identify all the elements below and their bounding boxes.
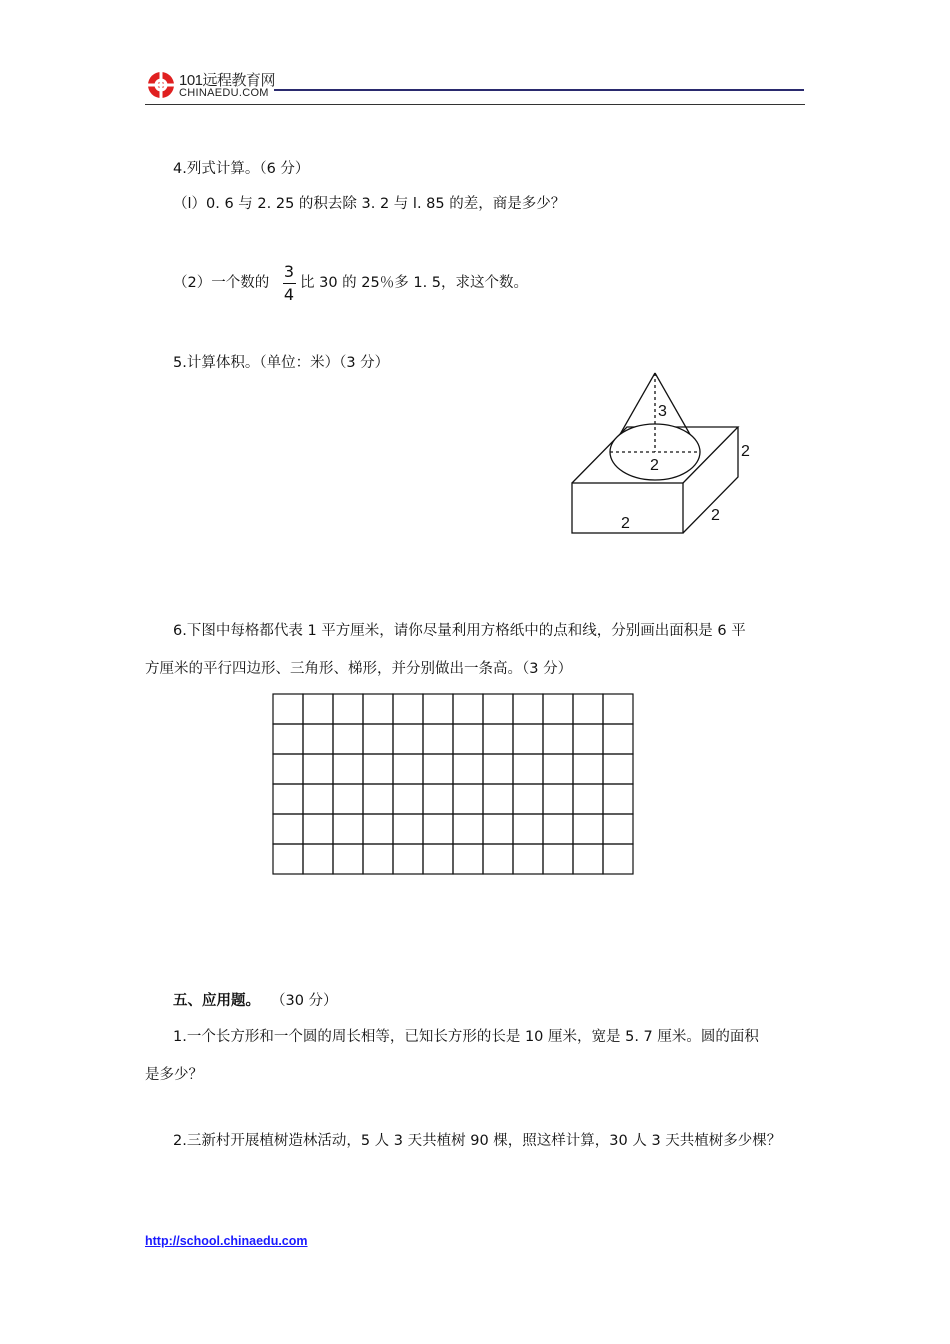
section5-title: 五、应用题。 — [173, 993, 260, 1009]
cone-on-box-figure — [560, 365, 760, 540]
grid-cell — [483, 754, 513, 784]
grid-cell — [513, 754, 543, 784]
s5-q1-line1: 1.一个长方形和一个圆的周长相等，已知长方形的长是 10 厘米，宽是 5. 7 厘米。圆的面积 — [173, 1029, 759, 1045]
grid-cell — [333, 754, 363, 784]
grid-cell — [603, 754, 633, 784]
grid-cell — [453, 694, 483, 724]
grid-cell — [273, 724, 303, 754]
grid-cell — [273, 754, 303, 784]
circle-diameter-label: 2 — [650, 457, 659, 474]
grid-cell — [303, 694, 333, 724]
q6-line2: 方厘米的平行四边形、三角形、梯形，并分别做出一条高。（3 分） — [145, 661, 573, 677]
grid-cell — [573, 844, 603, 874]
grid-cell — [453, 724, 483, 754]
grid-cell — [453, 814, 483, 844]
grid-cell — [303, 814, 333, 844]
grid-cell — [363, 694, 393, 724]
box-height-label: 2 — [741, 443, 750, 460]
header — [0, 0, 950, 110]
grid-cell — [393, 844, 423, 874]
grid-cell — [513, 784, 543, 814]
grid-cell — [483, 694, 513, 724]
grid-cell — [393, 784, 423, 814]
s5-q2: 2.三新村开展植树造林活动，5 人 3 天共植树 90 棵，照这样计算，30 人 3 天共植树多少棵？ — [173, 1133, 782, 1149]
grid-cell — [423, 754, 453, 784]
logo-text-cn: 101远程教育网 — [179, 72, 276, 89]
grid-cell — [573, 754, 603, 784]
grid-cell — [453, 784, 483, 814]
grid-cell — [273, 784, 303, 814]
grid-cell — [333, 844, 363, 874]
q4-fraction-denominator: 4 — [283, 285, 295, 304]
grid-cell — [603, 694, 633, 724]
grid-cell — [303, 844, 333, 874]
grid-cell — [453, 844, 483, 874]
grid-cell — [363, 754, 393, 784]
grid-cell — [333, 724, 363, 754]
grid-cell — [543, 724, 573, 754]
q4-fraction-numerator: 3 — [283, 262, 295, 281]
grid-cell — [303, 784, 333, 814]
grid-cell — [273, 844, 303, 874]
grid-cell — [543, 814, 573, 844]
grid-cell — [483, 784, 513, 814]
q5-title: 5.计算体积。（单位：米）（3 分） — [173, 355, 390, 371]
grid-cell — [423, 814, 453, 844]
box-width-label: 2 — [621, 515, 630, 532]
grid-cell — [273, 694, 303, 724]
header-rule-accent — [274, 89, 804, 91]
cone-height-label: 3 — [658, 403, 667, 420]
grid-cell — [363, 724, 393, 754]
grid-cell — [573, 814, 603, 844]
q4-part1: （l）0. 6 与 2. 25 的积去除 3. 2 与 l. 85 的差，商是多少？ — [173, 196, 566, 212]
header-rule — [145, 104, 805, 105]
grid-cell — [333, 784, 363, 814]
grid-cell — [573, 724, 603, 754]
grid-cell — [603, 784, 633, 814]
q6-line1: 6.下图中每格都代表 1 平方厘米，请你尽量利用方格纸中的点和线，分别画出面积是 6 平 — [173, 623, 746, 639]
grid-cell — [483, 844, 513, 874]
grid-cell — [423, 844, 453, 874]
logo-text-en: CHINAEDU.COM — [179, 87, 269, 99]
q4-fraction-bar — [283, 283, 296, 284]
grid-cell — [393, 754, 423, 784]
grid-cell — [273, 814, 303, 844]
grid-cell — [543, 694, 573, 724]
grid-cell — [483, 724, 513, 754]
chinaedu-logo-icon — [146, 70, 176, 100]
grid-cell — [483, 814, 513, 844]
grid-cell — [543, 784, 573, 814]
grid-cell — [573, 784, 603, 814]
grid-cell — [603, 844, 633, 874]
section5-score: （30 分） — [271, 993, 338, 1009]
grid-cell — [303, 724, 333, 754]
grid-cell — [423, 784, 453, 814]
grid-cell — [573, 694, 603, 724]
grid-cell — [363, 784, 393, 814]
grid-cell — [303, 754, 333, 784]
grid-cell — [513, 844, 543, 874]
grid-cell — [393, 814, 423, 844]
grid-cell — [513, 694, 543, 724]
grid-cell — [513, 814, 543, 844]
q4-title: 4.列式计算。（6 分） — [173, 161, 310, 177]
grid-cell — [543, 844, 573, 874]
grid-cell — [333, 814, 363, 844]
box-depth-label: 2 — [711, 507, 720, 524]
grid-cell — [363, 814, 393, 844]
q4-part2-prefix: （2）一个数的 — [173, 275, 270, 291]
grid-cell — [453, 754, 483, 784]
grid-cell — [603, 814, 633, 844]
grid-cell — [393, 694, 423, 724]
grid-cell — [393, 724, 423, 754]
square-grid — [272, 693, 636, 877]
grid-cell — [423, 694, 453, 724]
grid-cell — [543, 754, 573, 784]
grid-cell — [423, 724, 453, 754]
q4-part2-suffix: 比 30 的 25％多 1. 5，求这个数。 — [300, 275, 529, 291]
grid-cell — [333, 694, 363, 724]
grid-cell — [513, 724, 543, 754]
grid-cell — [603, 724, 633, 754]
footer-link[interactable]: http://school.chinaedu.com — [145, 1234, 308, 1248]
grid-cell — [363, 844, 393, 874]
s5-q1-line2: 是多少？ — [145, 1067, 203, 1083]
